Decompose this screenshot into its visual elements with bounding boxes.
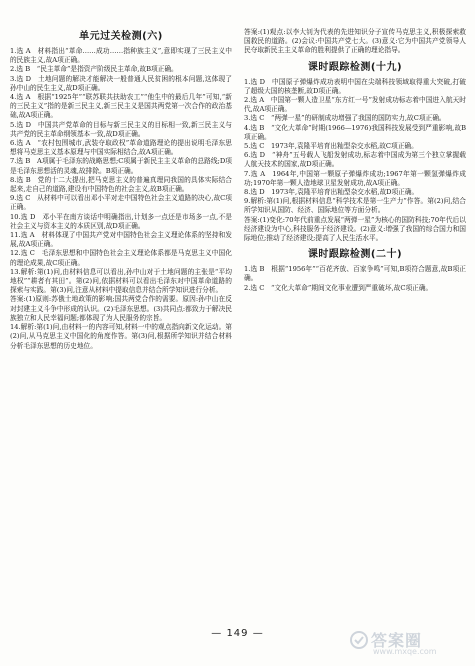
answer-item: 14.解析:第(1)问,由材料一的内容可知,材料一中的观点指向新文化运动。第(2)问,从马克思主义中国化的角度作答。第(3)问,根据所学知识并结合材料分析毛泽东思想的历史地位。: [10, 323, 232, 350]
answer-item: 3.选 C “两弹一星”的研制成功增强了我国的国防实力,故C项正确。: [244, 114, 446, 123]
answer-item: 3.选 D 土地问题的解决才能解决一般普通人民贫困的根本问题,这体现了孙中山的民生主义,故D项正确。: [10, 74, 232, 92]
answer-item: 6.选 A “农村包围城市,武装夺取政权”革命道路理论的提出说明毛泽东思想将马克思主义基本原理与中国实际相结合,故A项正确。: [10, 139, 232, 157]
answer-item: 5.选 D 中国共产党革命的目标与新三民主义的目标相一致,新三民主义与共产党的民主革命纲领基本一致,故D项正确。: [10, 120, 232, 138]
watermark-url: www.mxqe.com: [373, 647, 437, 656]
answer-item: 7.选 A 1964年,中国第一颗原子弹爆炸成功;1967年第一颗氢弹爆炸成功;1970年第一颗人造地球卫星发射成功,故A项正确。: [244, 169, 466, 187]
answer-item: 4.选 B “文化大革命”时期(1966—1976)我国科技发展受到严重影响,故B项正确。: [244, 123, 466, 141]
lesson-19-answer: 答案:(1)变化:70年代前重点发展“两弹一星”为核心的国防科技;70年代后以经济建设为中心,科技服务于经济建设。(2)意义:增强了我国的综合国力和国际地位;推动了经济建设;提高了人民生活水平。: [244, 215, 466, 243]
answer-item: 11.选 A 材料体现了中国共产党对中国特色社会主义理论体系的坚持和发展,故A项正确。: [10, 231, 232, 249]
section-title-unit-test: 单元过关检测(六): [79, 31, 163, 42]
answer-item: 13.解析:第(1)问,由材料信息可以看出,孙中山对于土地问题的主张是“平均地权”“耕者有其田”。第(2)问,依据材料可以看出毛泽东对中国革命道路的探索与实践。第(3)问,注意从材料中提取信息并结合所学知识进行分析。: [10, 267, 232, 295]
section-title-lesson-19: 课时跟踪检测(十九): [307, 61, 403, 73]
answer-item: 6.选 D “神舟”五号载人飞船发射成功,标志着中国成为第三个独立掌握载人航天技术的国家,故D项正确。: [244, 151, 466, 169]
right-answer-list: [244, 28, 466, 56]
answer-item: 4.选 A 根据“1925年”“联苏联共扶助农工”“他生中的最后几年”可知,“新的三民主义”指的是新三民主义,新三民主义是国共两党第一次合作的政治基础,故A项正确。: [10, 93, 232, 120]
right-column: [244, 28, 466, 624]
answer-item: 8.选 B 党的十二大提出,把马克思主义的普遍真理同我国的具体实际结合起来,走自己的道路,建设有中国特色的社会主义,故B项正确。: [10, 175, 232, 194]
answer-item: 7.选 B A项属于毛泽东的战略思想;C项属于新民主主义革命的总路线;D项是毛泽东思想活的灵魂,故排除。B项正确。: [10, 157, 232, 175]
answer-item: 10.选 D 邓小平在南方谈话中明确指出,计划多一点还是市场多一点,不是社会主义与资本主义的本质区别,故D项正确。: [10, 212, 232, 230]
answer-item: 5.选 C 1973年,袁隆平培育出籼型杂交水稻,故C项正确。: [244, 142, 418, 151]
answer-item: 1.选 D 中国原子弹爆炸成功表明中国在尖端科技领域取得重大突破,打破了超级大国的核垄断,故D项正确。: [244, 77, 466, 95]
answer-item: 8.选 D 1973年,袁隆平培育出籼型杂交水稻,故D项正确。: [244, 188, 419, 197]
lesson-20-answer-list: [244, 265, 466, 293]
answer-item: 1.选 A 材料指出“革命……成功……指种族主义”,意即实现了三民主义中的民族主义,故A项正确。: [10, 47, 232, 65]
answer-item: 2.选 C “文化大革命”期间文化事业遭到严重破坏,故C项正确。: [244, 283, 433, 292]
page-number: — 149 —: [211, 628, 264, 639]
left-answer-list: [10, 47, 232, 351]
answer-item: 1.选 B 根据“1956年”“百花齐放、百家争鸣”可知,B项符合题意,故B项正确。: [244, 265, 466, 283]
answer-item: 2.选 A 中国第一颗人造卫星“东方红一号”发射成功标志着中国进入航天时代,故A项正确。: [244, 96, 466, 114]
answer-item: 9.解析:第(1)问,根据材料信息“科学技术是第一生产力”作答。第(2)问,结合所学知识从国防、经济、国际地位等方面分析。: [244, 197, 466, 215]
left-column: [10, 28, 232, 624]
section-title-lesson-20: 课时跟踪检测(二十): [307, 249, 403, 261]
lesson-19-answer-list: [244, 78, 466, 216]
answer-item: 答案:(1)原则:苏俄土地政策的影响;国共两党合作的需要。原因:孙中山在反对封建主义斗争中形成的认识。(2)毛泽东思想。(3)共同点:都致力于解决民族独立和人民幸福问题;都体现了为人民服务的宗旨。: [10, 295, 232, 322]
answer-item: 12.选 C 毛泽东思想和中国特色社会主义理论体系都是马克思主义中国化的理论成果,故C项正确。: [10, 249, 232, 267]
answer-item: 9.选 C 从材料中可以看出邓小平对走中国特色社会主义道路的决心,故C项正确。: [10, 194, 232, 212]
answer-item: 2.选 B “民主革命”是指资产阶级民主革命,故B项正确。: [10, 65, 178, 74]
watermark-text: 答案圈: [371, 631, 423, 650]
answer-item: 答案:(1)观点:以李大钊为代表的先进知识分子宣传马克思主义,积极探索救国救民的道路。(2)会议:中国共产党七大。(3)意义:它为中国共产党领导人民夺取新民主主义革命的胜利提供了正确的理论指导。: [244, 28, 466, 55]
